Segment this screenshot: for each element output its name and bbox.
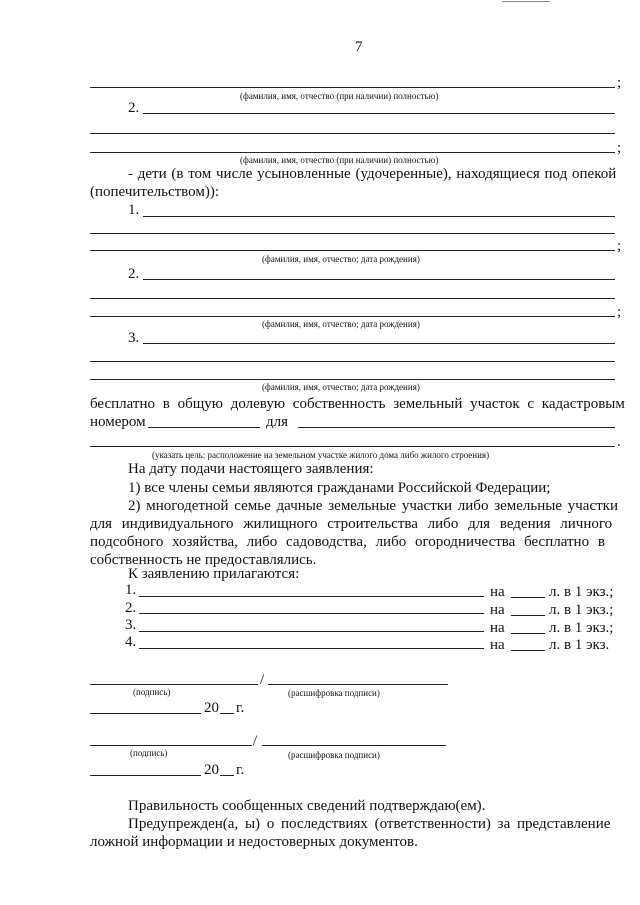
attachment-on: на	[490, 620, 505, 636]
purpose-label: для	[266, 414, 289, 430]
attachment-sheets: л. в 1 экз.;	[549, 602, 614, 618]
item-number: 3.	[128, 330, 140, 346]
cadastral-number-line[interactable]	[148, 427, 260, 428]
statement-2-line: для индивидуального жилищного строительства либо для ведения личного	[90, 516, 613, 532]
date-year-suffix: г.	[236, 700, 245, 716]
field-caption: (фамилия, имя, отчество; дата рождения)	[262, 319, 420, 329]
attachment-name-line[interactable]	[139, 631, 484, 632]
attachments-title: К заявлению прилагаются:	[128, 566, 300, 582]
purpose-line[interactable]	[90, 446, 615, 447]
fill-line[interactable]	[90, 379, 615, 380]
signature-caption: (подпись)	[130, 748, 168, 758]
date-line[interactable]	[90, 775, 201, 776]
date-line[interactable]	[90, 713, 201, 714]
fill-line[interactable]	[90, 316, 615, 317]
fill-line[interactable]	[90, 361, 615, 362]
signature-decoding-line[interactable]	[262, 745, 446, 746]
item-number: 2.	[128, 100, 140, 116]
attachment-on: на	[490, 602, 505, 618]
attachment-on: на	[490, 584, 505, 600]
fill-line[interactable]	[90, 133, 615, 134]
scan-artifact-line	[502, 1, 550, 2]
attachment-sheets-line[interactable]	[511, 633, 545, 634]
field-caption: (фамилия, имя, отчество (при наличии) полностью)	[240, 155, 439, 165]
fill-line[interactable]	[143, 113, 615, 114]
fill-line[interactable]	[143, 216, 615, 217]
attachment-sheets: л. в 1 экз.	[549, 637, 610, 653]
date-year-prefix: 20	[204, 700, 219, 716]
date-intro: На дату подачи настоящего заявления:	[128, 461, 374, 477]
field-caption: (фамилия, имя, отчество; дата рождения)	[262, 382, 420, 392]
line-end-period: .	[617, 434, 621, 450]
cadastral-label: номером	[90, 414, 146, 430]
free-share-text: бесплатно в общую долевую собственность земельный участок с кадастровым	[90, 396, 625, 412]
attachment-number: 4.	[125, 634, 137, 650]
children-intro-cont: (попечительством)):	[90, 184, 220, 200]
field-caption: (фамилия, имя, отчество (при наличии) полностью)	[240, 91, 439, 101]
statement-2-line: собственность не предоставлялись.	[90, 552, 317, 568]
children-intro: - дети (в том числе усыновленные (удочеренные), находящиеся под опекой	[128, 166, 617, 182]
attachment-sheets-line[interactable]	[511, 597, 545, 598]
date-year-prefix: 20	[204, 762, 219, 778]
item-number: 1.	[128, 202, 140, 218]
attachment-sheets: л. в 1 экз.;	[549, 584, 614, 600]
attachment-sheets: л. в 1 экз.;	[549, 620, 614, 636]
attachment-sheets-line[interactable]	[511, 615, 545, 616]
statement-2-line: 2) многодетной семье дачные земельные участки либо земельные участки	[128, 498, 618, 514]
signature-decoding-caption: (расшифровка подписи)	[288, 688, 380, 698]
signature-decoding-caption: (расшифровка подписи)	[288, 750, 380, 760]
attachment-on: на	[490, 637, 505, 653]
fill-line[interactable]	[90, 87, 615, 88]
fill-line[interactable]	[90, 233, 615, 234]
purpose-line[interactable]	[298, 427, 615, 428]
signature-decoding-line[interactable]	[268, 684, 448, 685]
fill-line[interactable]	[143, 343, 615, 344]
item-number: 2.	[128, 266, 140, 282]
attachment-number: 1.	[125, 582, 137, 598]
statement-1: 1) все члены семьи являются гражданами Российской Федерации;	[128, 480, 551, 496]
signature-caption: (подпись)	[133, 687, 171, 697]
signature-slash: /	[253, 733, 258, 749]
line-end-semicolon: ;	[617, 75, 622, 91]
signature-line[interactable]	[90, 745, 252, 746]
fill-line[interactable]	[90, 250, 615, 251]
attachment-name-line[interactable]	[139, 613, 484, 614]
field-caption: (указать цель: расположение на земельном участке жилого дома либо жилого строения)	[152, 450, 490, 460]
date-year-suffix: г.	[236, 762, 245, 778]
signature-slash: /	[260, 672, 265, 688]
attachment-name-line[interactable]	[139, 596, 484, 597]
attachment-name-line[interactable]	[139, 648, 484, 649]
field-caption: (фамилия, имя, отчество; дата рождения)	[262, 254, 420, 264]
attachment-number: 3.	[125, 617, 137, 633]
confirmation-text: Правильность сообщенных сведений подтверждаю(ем).	[128, 798, 486, 814]
statement-2-line: подсобного хозяйства, либо садоводства, либо огородничества бесплатно в	[90, 534, 605, 550]
line-end-semicolon: ;	[617, 304, 622, 320]
fill-line[interactable]	[90, 298, 615, 299]
signature-line[interactable]	[90, 684, 258, 685]
page-number: 7	[355, 39, 363, 55]
date-year-line[interactable]	[220, 713, 234, 714]
date-year-line[interactable]	[220, 775, 234, 776]
attachment-number: 2.	[125, 600, 137, 616]
warning-text-line: Предупрежден(а, ы) о последствиях (ответственности) за представление	[128, 816, 611, 832]
attachment-sheets-line[interactable]	[511, 650, 545, 651]
warning-text-line: ложной информации и недостоверных документов.	[90, 834, 418, 850]
line-end-semicolon: ;	[617, 140, 622, 156]
line-end-semicolon: ;	[617, 238, 622, 254]
fill-line[interactable]	[143, 279, 615, 280]
fill-line[interactable]	[90, 152, 615, 153]
